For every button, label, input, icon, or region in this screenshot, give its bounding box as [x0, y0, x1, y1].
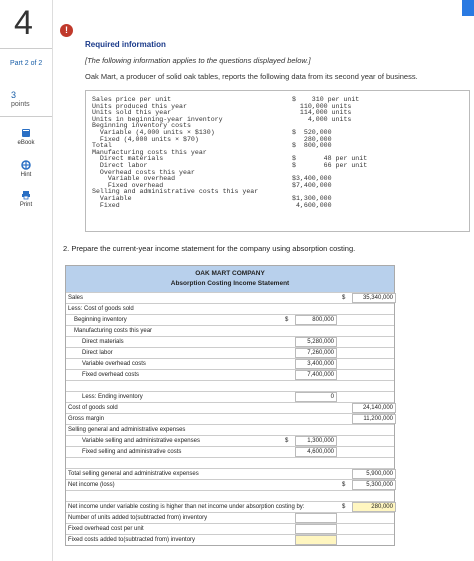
- data-line-label: Direct labor: [92, 161, 148, 169]
- data-line-value: $3,400,000: [292, 175, 332, 183]
- fixed-costs-added-row: [66, 534, 394, 545]
- data-line-value: $ 48 per unit: [292, 155, 368, 163]
- direct-materials-label: Direct materials: [82, 339, 124, 345]
- mfg-costs-row: [66, 325, 394, 336]
- data-line-value: $ 520,000: [292, 128, 332, 136]
- fixed-sga-label: Fixed selling and administrative costs: [82, 449, 182, 455]
- dollar-sign: $: [342, 295, 346, 301]
- data-line-label: Beginning inventory costs: [92, 122, 191, 130]
- mfg-costs-label: Manufacturing costs this year: [74, 328, 153, 334]
- book-icon: [21, 128, 31, 138]
- units-added-input[interactable]: [295, 513, 337, 523]
- units-added-row: [66, 512, 394, 523]
- direct-materials-row: [66, 336, 394, 347]
- ending-inventory-label: Less: Ending inventory: [82, 394, 143, 400]
- data-line-label: Fixed (4,000 units × $70): [92, 135, 199, 143]
- blank-row: [66, 457, 394, 468]
- total-sga-input[interactable]: 5,900,000: [352, 469, 396, 479]
- alert-icon: !: [60, 24, 73, 37]
- variable-sga-row: [66, 435, 394, 446]
- ebook-button[interactable]: [0, 128, 52, 146]
- data-line-value: 110,000 units: [292, 102, 352, 110]
- print-button[interactable]: [0, 190, 52, 208]
- ebook-label: eBook: [17, 140, 35, 146]
- net-income-label: Net income (loss): [68, 482, 115, 488]
- data-line-value: $7,400,000: [292, 181, 332, 189]
- data-line-value: 4,000 units: [292, 115, 352, 123]
- beginning-inventory-input[interactable]: 800,000: [295, 315, 337, 325]
- units-added-label: Number of units added to(subtracted from) inventory: [68, 515, 208, 521]
- direct-labor-row: [66, 347, 394, 358]
- fixed-overhead-row: [66, 369, 394, 380]
- sga-header: Selling general and administrative expenses: [68, 427, 186, 433]
- required-info-title: Required information: [85, 40, 166, 49]
- table-header: [66, 266, 394, 292]
- corner-tab[interactable]: [462, 0, 474, 16]
- beginning-inventory-label: Beginning inventory: [74, 317, 127, 323]
- question-number: 4: [14, 4, 33, 42]
- gross-margin-row: [66, 413, 394, 424]
- sales-label: Sales: [68, 295, 84, 301]
- variable-sga-label: Variable selling and administrative expenses: [82, 438, 200, 444]
- reconciliation-label: Net income under variable costing is higher than net income under absorption costing by:: [68, 504, 305, 510]
- fixed-overhead-input[interactable]: 7,400,000: [295, 370, 337, 380]
- cogs-input[interactable]: 24,140,000: [352, 403, 396, 413]
- data-values: [292, 97, 367, 209]
- ending-inventory-input[interactable]: 0: [295, 392, 337, 402]
- total-sga-label: Total selling general and administrative expenses: [68, 471, 199, 477]
- data-line-value: $ 800,000: [292, 142, 332, 150]
- gross-margin-label: Gross margin: [68, 416, 105, 422]
- data-labels: [92, 97, 258, 209]
- data-line-label: Units sold this year: [92, 109, 172, 117]
- data-line-value: $ 310 per unit: [292, 96, 360, 103]
- fixed-costs-added-label: Fixed costs added to(subtracted from) inventory: [68, 537, 196, 543]
- data-line-label: Selling and administrative costs this year: [92, 188, 259, 196]
- points-label: points: [11, 101, 30, 108]
- required-info-subtitle: [The following information applies to the questions displayed below.]: [85, 56, 311, 65]
- intro-text: Oak Mart, a producer of solid oak tables, reports the following data from its second year of business.: [85, 72, 418, 81]
- variable-overhead-input[interactable]: 3,400,000: [295, 359, 337, 369]
- foh-per-unit-row: [66, 523, 394, 534]
- data-line-label: Total: [92, 142, 112, 150]
- data-line-label: Fixed: [92, 201, 120, 209]
- sales-input[interactable]: 35,340,000: [352, 293, 396, 303]
- dollar-sign: $: [285, 438, 289, 444]
- hint-label: Hint: [20, 172, 32, 178]
- blank-row: [66, 380, 394, 391]
- data-line-value: 114,000 units: [292, 109, 352, 117]
- data-line-label: Fixed overhead: [92, 181, 164, 189]
- blank-row: [66, 490, 394, 501]
- reconciliation-input[interactable]: 280,000: [352, 502, 396, 512]
- fixed-sga-input[interactable]: 4,600,000: [295, 447, 337, 457]
- fixed-costs-added-input[interactable]: [295, 535, 337, 545]
- print-label: Print: [19, 202, 33, 208]
- direct-materials-input[interactable]: 5,280,000: [295, 337, 337, 347]
- net-income-row: [66, 479, 394, 490]
- variable-overhead-row: [66, 358, 394, 369]
- data-line-label: Variable: [92, 194, 132, 202]
- points-value: 3: [11, 90, 17, 100]
- cogs-header: Less: Cost of goods sold: [68, 306, 134, 312]
- income-statement-table: [65, 265, 395, 546]
- beginning-inventory-row: [66, 314, 394, 325]
- company-name: OAK MART COMPANY: [195, 270, 265, 277]
- data-line-label: Variable (4,000 units × $130): [92, 128, 215, 136]
- variable-sga-input[interactable]: 1,300,000: [295, 436, 337, 446]
- foh-per-unit-label: Fixed overhead cost per unit: [68, 526, 144, 532]
- data-box: [85, 90, 470, 232]
- direct-labor-label: Direct labor: [82, 350, 113, 356]
- sidebar-border: [52, 0, 53, 561]
- sga-header-row: [66, 424, 394, 435]
- net-income-input[interactable]: 5,300,000: [352, 480, 396, 490]
- data-line-value: 280,000: [292, 135, 332, 143]
- data-line-label: Variable overhead: [92, 175, 176, 183]
- data-line-label: Sales price per unit: [92, 96, 172, 103]
- dollar-sign: $: [342, 504, 346, 510]
- variable-overhead-label: Variable overhead costs: [82, 361, 146, 367]
- data-line-label: Units produced this year: [92, 102, 187, 110]
- cogs-header-row: [66, 303, 394, 314]
- part-indicator: Part 2 of 2: [10, 60, 43, 67]
- gross-margin-input[interactable]: 11,200,000: [352, 414, 396, 424]
- question-sidebar: [0, 0, 52, 561]
- data-line-value: $1,300,000: [292, 194, 332, 202]
- fixed-sga-row: [66, 446, 394, 457]
- sales-row: [66, 292, 394, 303]
- question-2-text: 2. Prepare the current-year income statement for the company using absorption costing.: [63, 244, 356, 253]
- sidebar-divider: [0, 48, 52, 49]
- cogs-label: Cost of goods sold: [68, 405, 118, 411]
- ending-inventory-row: [66, 391, 394, 402]
- data-line-value: 4,600,000: [292, 201, 332, 209]
- data-line-label: Overhead costs this year: [92, 168, 195, 176]
- reconciliation-row: [66, 501, 394, 512]
- dollar-sign: $: [342, 482, 346, 488]
- hint-icon: [21, 160, 31, 170]
- foh-per-unit-input[interactable]: [295, 524, 337, 534]
- print-icon: [21, 190, 31, 200]
- data-line-value: $ 66 per unit: [292, 161, 368, 169]
- data-line-label: Direct materials: [92, 155, 164, 163]
- statement-title: Absorption Costing Income Statement: [170, 280, 290, 287]
- hint-button[interactable]: [0, 160, 52, 178]
- cogs-row: [66, 402, 394, 413]
- direct-labor-input[interactable]: 7,260,000: [295, 348, 337, 358]
- total-sga-row: [66, 468, 394, 479]
- data-line-label: Manufacturing costs this year: [92, 148, 207, 156]
- fixed-overhead-label: Fixed overhead costs: [82, 372, 140, 378]
- data-line-label: Units in beginning-year inventory: [92, 115, 223, 123]
- dollar-sign: $: [285, 317, 289, 323]
- sidebar-divider-2: [0, 116, 52, 117]
